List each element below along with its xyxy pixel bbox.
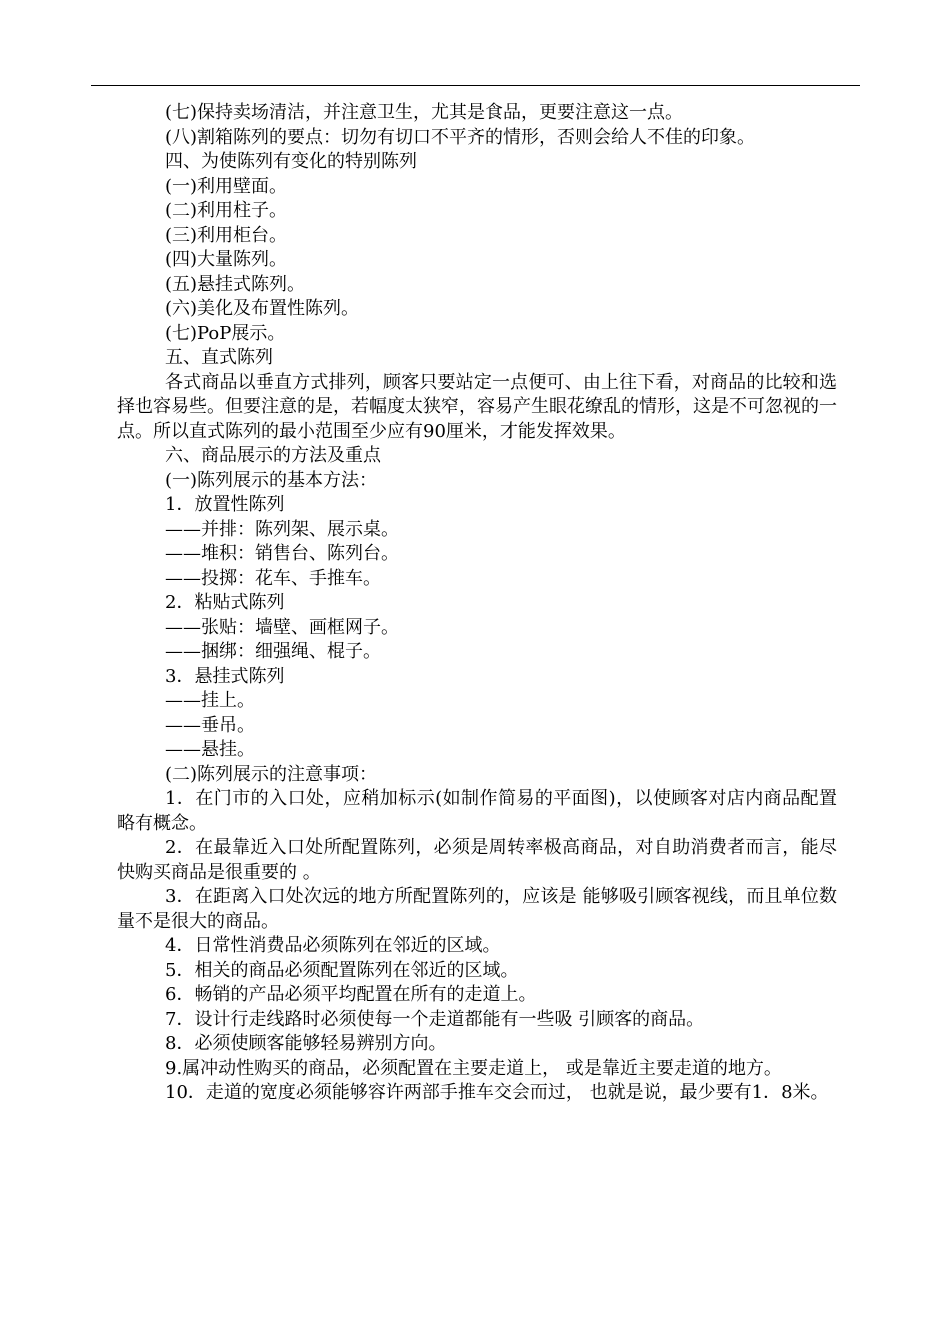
paragraph: 2．在最靠近入口处所配置陈列，必须是周转率极高商品，对自助消费者而言，能尽快购买商品是很重要的 。 <box>117 837 837 883</box>
paragraph: (八)割箱陈列的要点：切勿有切口不平齐的情形，否则会给人不佳的印象。 <box>165 126 756 148</box>
section-heading: 四、为使陈列有变化的特别陈列 <box>165 151 417 172</box>
paragraph: 8．必须使顾客能够轻易辨别方向。 <box>165 1033 447 1054</box>
paragraph: 各式商品以垂直方式排列，顾客只要站定一点便可、由上往下看，对商品的比较和选择也容易些。但要注意的是，若幅度太狭窄，容易产生眼花缭乱的情形，这是不可忽视的一点。所以直式陈列的最小范围至少应有90厘米，才能发挥效果。 <box>117 371 837 442</box>
list-item: ——堆积：销售台、陈列台。 <box>165 543 399 564</box>
list-item: ——投掷：花车、手推车。 <box>165 567 381 589</box>
list-item: (一)利用壁面。 <box>165 175 288 197</box>
list-item: ——挂上。 <box>165 690 255 711</box>
paragraph: 4．日常性消费品必须陈列在邻近的区域。 <box>165 935 501 956</box>
list-item: ——悬挂。 <box>165 739 255 760</box>
list-item: 3．悬挂式陈列 <box>165 665 285 687</box>
list-item: (三)利用柜台。 <box>165 224 288 246</box>
section-heading: 五、直式陈列 <box>165 347 273 368</box>
paragraph: 1．在门市的入口处，应稍加标示(如制作简易的平面图)，以使顾客对店内商品配置略有概念。 <box>117 788 837 834</box>
list-item: (二)利用柱子。 <box>165 200 288 221</box>
subsection-heading: (二)陈列展示的注意事项： <box>165 763 378 785</box>
list-item: (四)大量陈列。 <box>165 249 288 270</box>
paragraph: 7．设计行走线路时必须使每一个走道都能有一些吸 引顾客的商品。 <box>165 1008 705 1030</box>
list-item: ——并排：陈列架、展示桌。 <box>165 518 399 540</box>
list-item: 1．放置性陈列 <box>165 494 285 515</box>
header-rule <box>91 85 860 86</box>
list-item: ——捆绑：细强绳、棍子。 <box>165 641 381 662</box>
list-item: (五)悬挂式陈列。 <box>165 273 306 295</box>
list-item: ——张贴：墙壁、画框网子。 <box>165 616 399 638</box>
list-item: ——垂吊。 <box>165 714 255 736</box>
list-item: (六)美化及布置性陈列。 <box>165 298 360 319</box>
document-body <box>117 101 837 1106</box>
paragraph: 6．畅销的产品必须平均配置在所有的走道上。 <box>165 984 537 1005</box>
paragraph: 9.属冲动性购买的商品，必须配置在主要走道上， 或是靠近主要走道的地方。 <box>165 1057 782 1079</box>
paragraph: 10．走道的宽度必须能够容许两部手推车交会而过， 也就是说，最少要有1．8米。 <box>165 1082 829 1103</box>
list-item: 2．粘贴式陈列 <box>165 592 285 613</box>
list-item: (七)PoP展示。 <box>165 322 286 344</box>
section-heading: 六、商品展示的方法及重点 <box>165 445 381 466</box>
paragraph: 3．在距离入口处次远的地方所配置陈列的，应该是 能够吸引顾客视线，而且单位数量不是很大的商品。 <box>117 886 837 932</box>
paragraph: (七)保持卖场清洁，并注意卫生，尤其是食品，更要注意这一点。 <box>165 102 684 123</box>
paragraph: 5．相关的商品必须配置陈列在邻近的区域。 <box>165 959 519 981</box>
subsection-heading: (一)陈列展示的基本方法： <box>165 469 378 491</box>
